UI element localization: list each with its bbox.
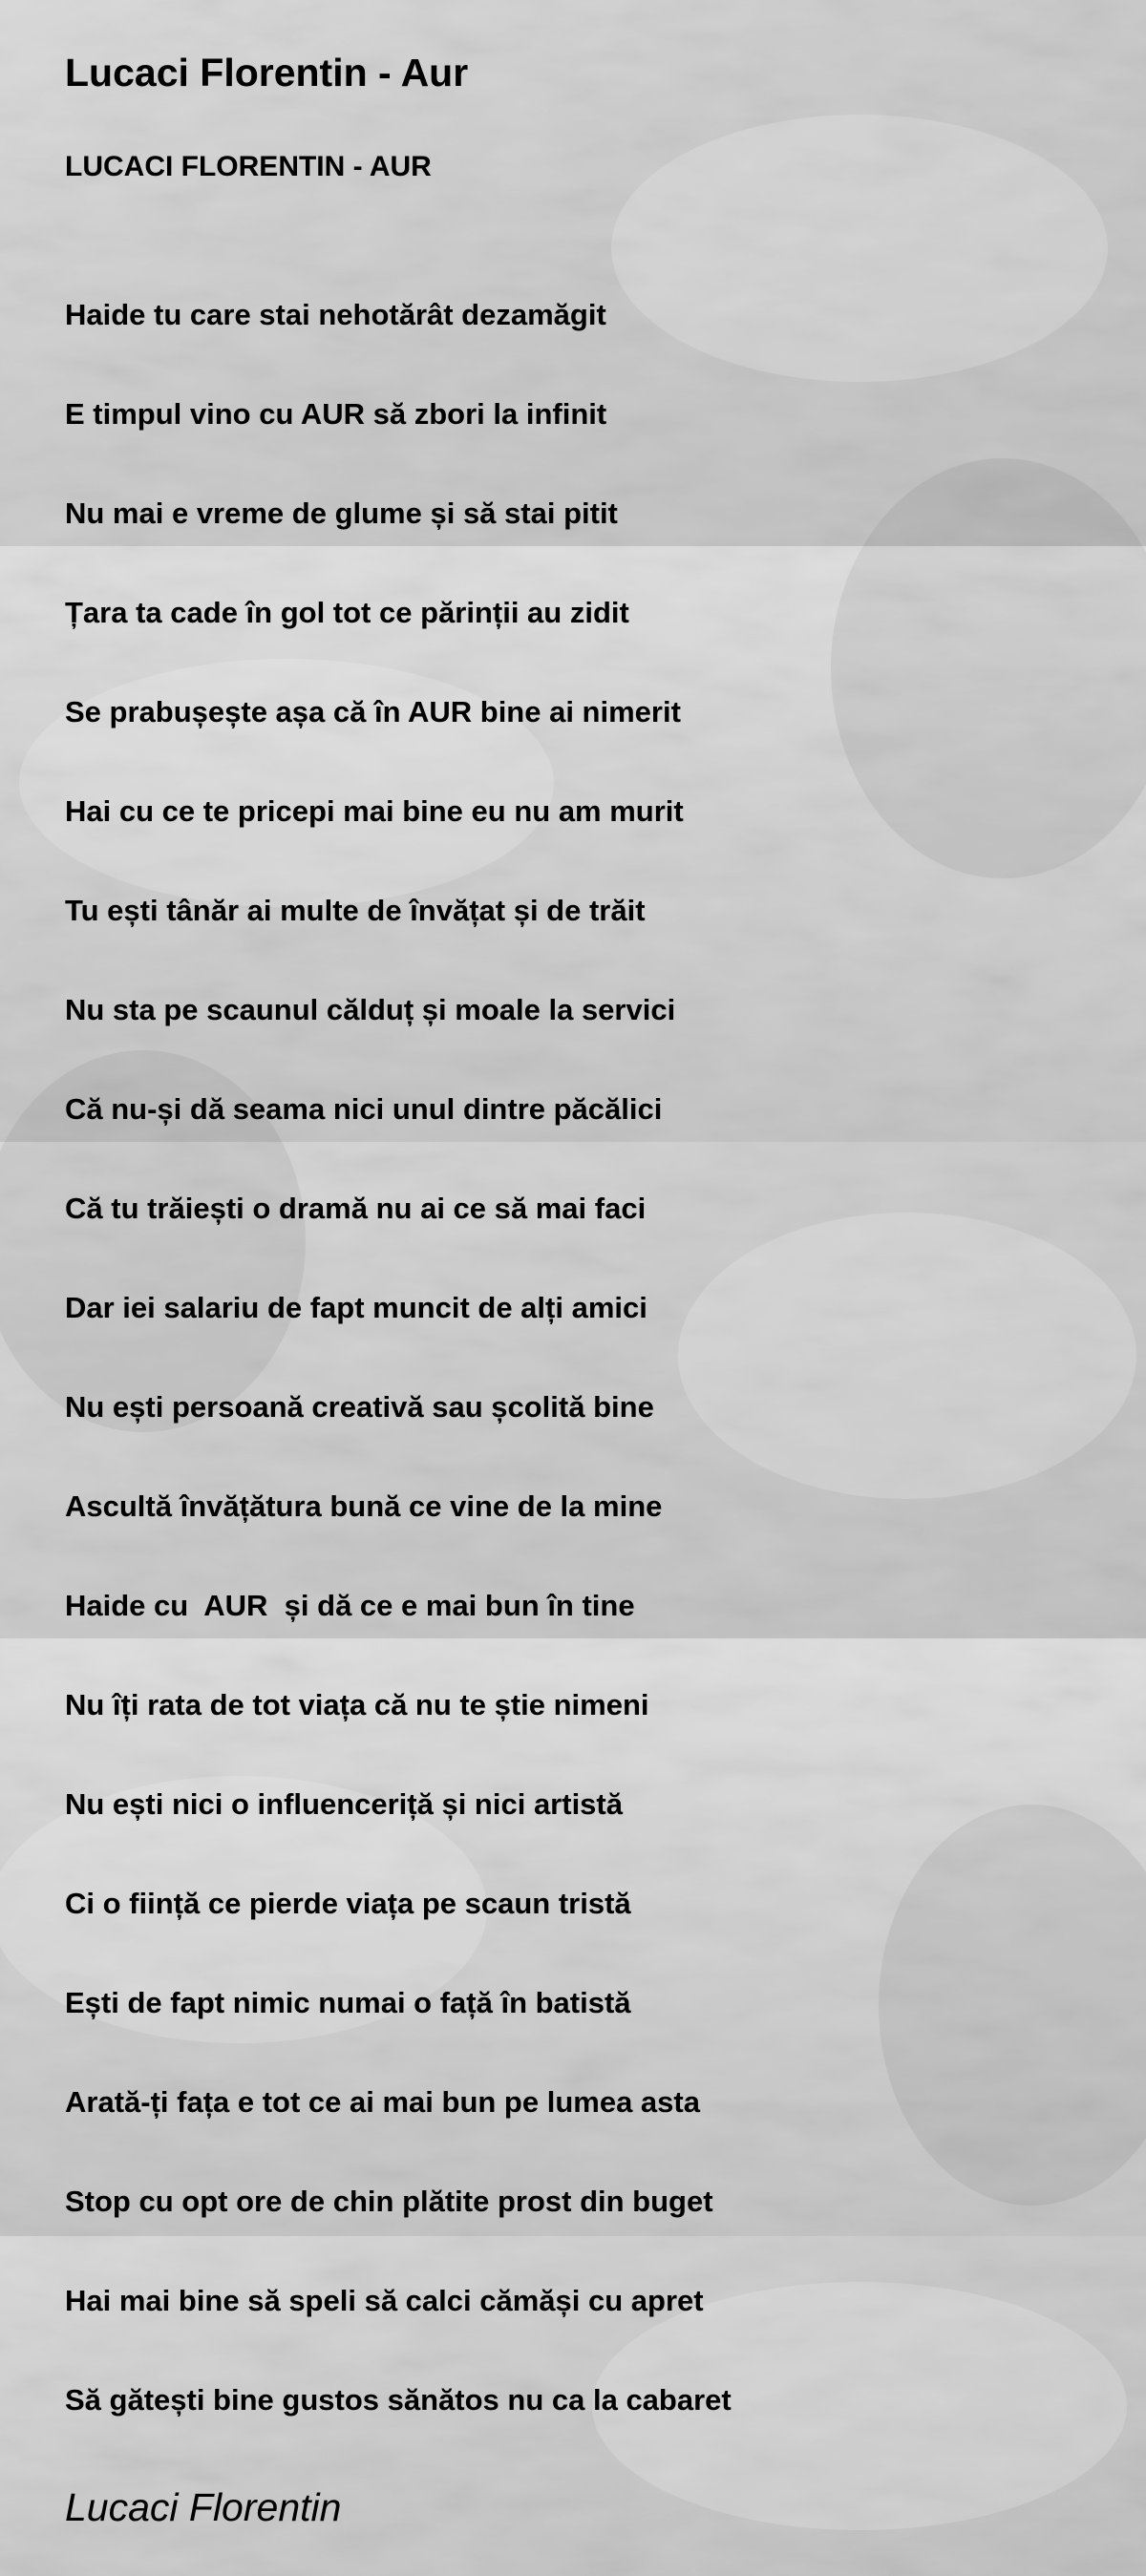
poem-line: Haide cu AUR și dă ce e mai bun în tine: [65, 1589, 635, 1622]
poem-line: Ești de fapt nimic numai o față în batistă: [65, 1986, 631, 2019]
poem-line: Nu sta pe scaunul călduț și moale la servici: [65, 993, 676, 1026]
poem-line: Țara ta cade în gol tot ce părinții au zidit: [65, 596, 629, 629]
poem-line: Nu mai e vreme de glume și să stai pitit: [65, 496, 618, 530]
poem-line: Că nu-și dă seama nici unul dintre păcălici: [65, 1092, 663, 1126]
poem-signature: Lucaci Florentin: [65, 2485, 342, 2529]
poem-title: Lucaci Florentin - Aur: [65, 51, 469, 95]
poem-line: Hai mai bine să speli să calci cămăși cu apret: [65, 2284, 704, 2317]
poem-line: E timpul vino cu AUR să zbori la infinit: [65, 397, 607, 431]
poem-line: Nu îți rata de tot viața că nu te știe nimeni: [65, 1688, 649, 1721]
poem-line: Nu ești persoană creativă sau școlită bine: [65, 1390, 654, 1424]
poem-line: Stop cu opt ore de chin plătite prost din buget: [65, 2185, 713, 2218]
poem-line: Nu ești nici o influenceriță și nici artistă: [65, 1787, 623, 1821]
poem-line: Tu ești tânăr ai multe de învățat și de trăit: [65, 894, 646, 927]
poem-line: Că tu trăiești o dramă nu ai ce să mai faci: [65, 1192, 647, 1225]
poem-line: Ci o ființă ce pierde viața pe scaun tristă: [65, 1887, 631, 1920]
poem-line: Arată-ți fața e tot ce ai mai bun pe lumea asta: [65, 2085, 700, 2119]
poem-line: Haide tu care stai nehotărât dezamăgit: [65, 298, 606, 331]
poem-line: Dar iei salariu de fapt muncit de alți amici: [65, 1291, 647, 1324]
poem-line: Ascultă învățătura bună ce vine de la mine: [65, 1489, 663, 1523]
poem-line: Să gătești bine gustos sănătos nu ca la cabaret: [65, 2383, 732, 2417]
poem-lines: [65, 298, 732, 2482]
poem-subtitle: LUCACI FLORENTIN - AUR: [65, 151, 432, 182]
poem-line: Hai cu ce te pricepi mai bine eu nu am murit: [65, 794, 684, 828]
poem-line: Se prabușește așa că în AUR bine ai nimerit: [65, 695, 681, 728]
